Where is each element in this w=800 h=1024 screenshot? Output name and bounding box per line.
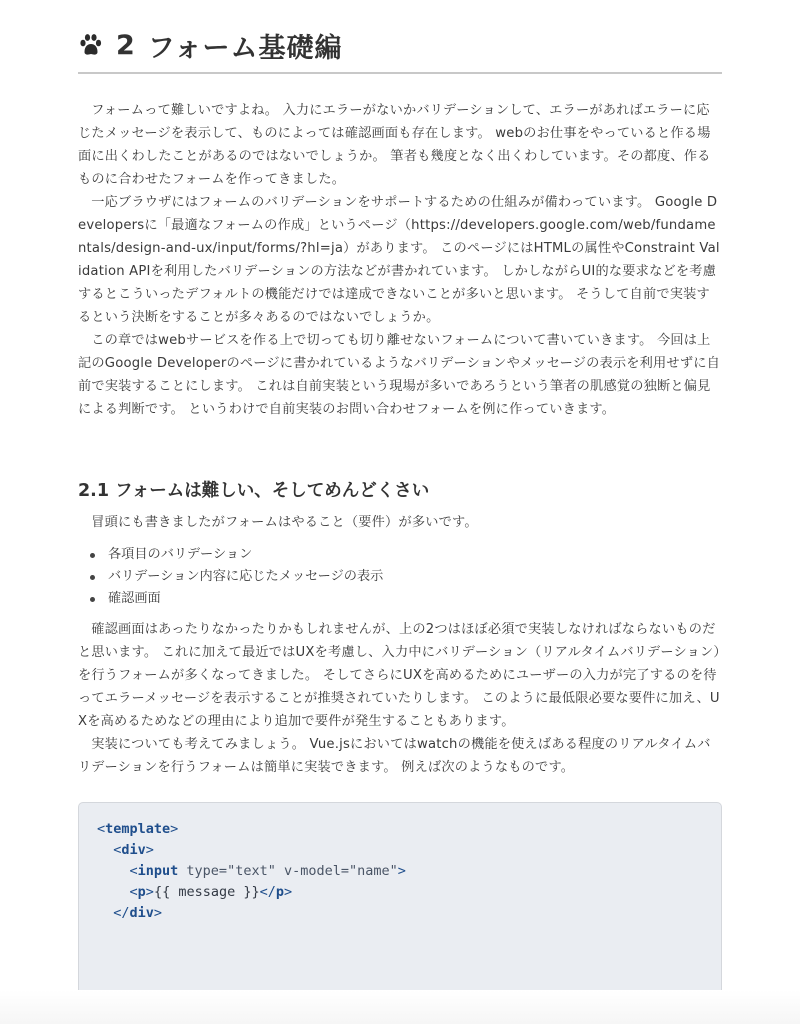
requirements-list: [78, 544, 722, 610]
chapter-title: [78, 26, 722, 74]
paw-icon: [78, 32, 104, 58]
list-item: [108, 544, 722, 566]
chapter-heading-text: フォーム基礎編: [147, 32, 343, 64]
section-lead-paragraph: 冒頭にも書きましたがフォームはやること（要件）が多いです。: [91, 515, 478, 530]
chapter-intro: [78, 99, 722, 421]
bullet-icon: [90, 597, 95, 602]
code-line: <input type="text" v-model="name">: [129, 863, 406, 879]
code-line: <div>: [113, 842, 154, 858]
list-item-text: 確認画面: [108, 591, 161, 606]
list-item-text: バリデーション内容に応じたメッセージの表示: [108, 569, 384, 584]
code-line: </div>: [113, 905, 163, 921]
section-number: 2.1: [78, 481, 110, 501]
section-heading-text: フォームは難しい、そしてめんどくさい: [115, 481, 430, 501]
intro-paragraph: フォームって難しいですよね。 入力にエラーがないかバリデーションして、エラーがあればエラーに応じたメッセージを表示して、ものによっては確認画面も存在します。 webのお仕事をやっていると作る場面に出くわしたことがあるのではないでしょうか。 筆者も幾度となく出くわしています。その都度、作るものに合わせたフォームを作ってきました。: [78, 103, 711, 187]
bullet-icon: [90, 553, 95, 558]
list-item: [108, 566, 722, 588]
document-page: [78, 0, 722, 1002]
code-block: [78, 802, 722, 1002]
section-title: [78, 471, 722, 511]
intro-paragraph: この章ではwebサービスを作る上で切っても切り離せないフォームについて書いていきます。 今回は上記のGoogle Developerのページに書かれているようなバリデーションやメッセージの表示を利用せずに自前で実装することにします。 これは自前実装という現場が多いであろうという筆者の肌感覚の独断と偏見による判断です。 というわけで自前実装のお問い合わせフォームを例に作っていきます。: [78, 333, 720, 417]
page-bottom-fade: [0, 990, 800, 1024]
code-line: <p>{{ message }}</p>: [129, 884, 293, 900]
chapter-number: 2: [116, 29, 136, 61]
intro-paragraph: 一応ブラウザにはフォームのバリデーションをサポートするための仕組みが備わっています。 Google Developersに「最適なフォームの作成」というページ（https://developers.google.com/web/fundamentals/design-and-ux/input/forms/?hl=ja）があります。 このページにはHTMLの属性やConstraint Validation APIを利用したバリデーションの方法などが書かれています。 しかしながらUI的な要求などを考慮するとこういったデフォルトの機能だけでは達成できないことが多いと思います。 そうして自前で実装するという決断をすることが多々あるのではないでしょうか。: [78, 195, 720, 325]
bullet-icon: [90, 575, 95, 580]
list-item-text: 各項目のバリデーション: [108, 547, 253, 562]
section-paragraph: 確認画面はあったりなかったりかもしれませんが、上の2つはほぼ必須で実装しなければならないものだと思います。 これに加えて最近ではUXを考慮し、入力中にバリデーション（リアルタイムバリデーション）を行うフォームが多くなってきました。 そしてさらにUXを高めるためにユーザーの入力が完了するのを待ってエラーメッセージを表示することが推奨されていたりします。 このように最低限必要な要件に加え、UXを高めるためなどの理由により追加で要件が発生することもあります。: [78, 622, 721, 729]
list-item: [108, 588, 722, 610]
section-paragraph: 実装についても考えてみましょう。 Vue.jsにおいてはwatchの機能を使えばある程度のリアルタイムバリデーションを行うフォームは簡単に実装できます。 例えば次のようなものです。: [78, 737, 711, 775]
code-line: <template>: [97, 821, 179, 837]
